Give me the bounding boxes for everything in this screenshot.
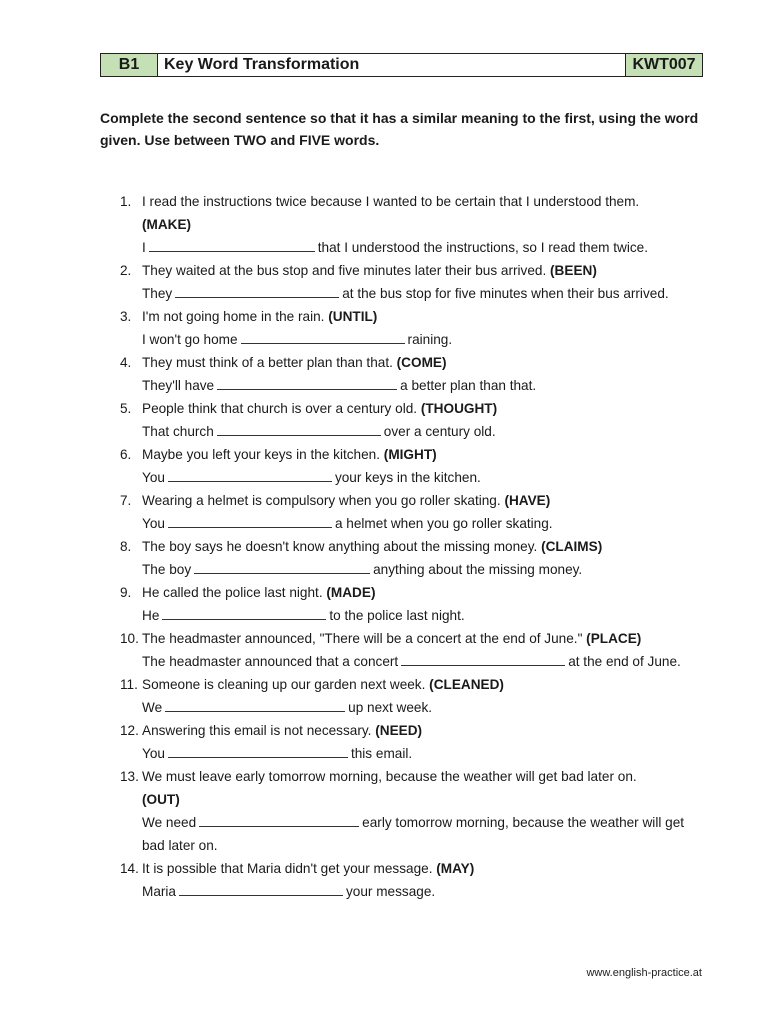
- answer-blank[interactable]: [149, 239, 315, 252]
- question-item: [100, 627, 710, 673]
- answer-line: [142, 696, 710, 719]
- question-prompt: [142, 397, 710, 420]
- answer-blank[interactable]: [217, 377, 397, 390]
- question-prompt: [142, 627, 710, 650]
- prompt-text: They must think of a better plan than that.: [142, 355, 393, 370]
- answer-after: to the police last night.: [329, 608, 465, 623]
- answer-blank[interactable]: [199, 814, 359, 827]
- question-number: 3.: [120, 309, 132, 324]
- prompt-text: We must leave early tomorrow morning, because the weather will get bad later on.: [142, 769, 637, 784]
- keyword: (MIGHT): [383, 447, 437, 462]
- question-item: [100, 489, 710, 535]
- question-number: 1.: [120, 194, 132, 209]
- keyword: (CLEANED): [429, 677, 504, 692]
- prompt-text: The boy says he doesn't know anything about the missing money.: [142, 539, 538, 554]
- question-item: [100, 397, 710, 443]
- prompt-text: Maybe you left your keys in the kitchen.: [142, 447, 381, 462]
- question-item: [100, 259, 710, 305]
- answer-blank[interactable]: [168, 515, 332, 528]
- answer-before: They'll have: [142, 378, 215, 393]
- question-item: [100, 351, 710, 397]
- keyword: (COME): [396, 355, 447, 370]
- answer-after: a better plan than that.: [400, 378, 537, 393]
- question-item: [100, 190, 710, 259]
- answer-before: I won't go home: [142, 332, 238, 347]
- keyword: (MADE): [326, 585, 376, 600]
- answer-after: anything about the missing money.: [373, 562, 583, 577]
- answer-line: [142, 880, 710, 903]
- prompt-text: They waited at the bus stop and five minutes later their bus arrived.: [142, 263, 547, 278]
- answer-blank[interactable]: [175, 285, 339, 298]
- question-item: [100, 443, 710, 489]
- question-prompt: [142, 351, 710, 374]
- answer-line: [142, 811, 702, 857]
- keyword: (CLAIMS): [541, 539, 603, 554]
- prompt-text: I'm not going home in the rain.: [142, 309, 325, 324]
- answer-line: [142, 558, 710, 581]
- question-number: 10.: [120, 631, 139, 646]
- answer-after: at the bus stop for five minutes when their bus arrived.: [342, 286, 669, 301]
- answer-line: [142, 512, 710, 535]
- answer-after: up next week.: [348, 700, 433, 715]
- question-keyword-line: [142, 213, 710, 236]
- question-number: 2.: [120, 263, 132, 278]
- prompt-text: I read the instructions twice because I wanted to be certain that I understood them.: [142, 194, 640, 209]
- answer-line: [142, 328, 710, 351]
- question-number: 8.: [120, 539, 132, 554]
- answer-after: raining.: [407, 332, 453, 347]
- question-number: 5.: [120, 401, 132, 416]
- keyword: (NEED): [375, 723, 423, 738]
- prompt-text: Answering this email is not necessary.: [142, 723, 372, 738]
- question-prompt: [142, 535, 710, 558]
- question-number: 14.: [120, 861, 139, 876]
- prompt-text: He called the police last night.: [142, 585, 323, 600]
- question-item: [100, 857, 710, 903]
- instructions: Complete the second sentence so that it has a similar meaning to the first, using the word given. Use between TWO and FIVE words.: [100, 110, 699, 148]
- question-item: [100, 305, 710, 351]
- keyword: (PLACE): [586, 631, 642, 646]
- answer-before: Maria: [142, 884, 176, 899]
- prompt-text: Someone is cleaning up our garden next week.: [142, 677, 426, 692]
- keyword: (BEEN): [550, 263, 597, 278]
- worksheet-header: [100, 53, 703, 77]
- answer-after-1: early tomorrow morning, because the weather will get bad later on.: [142, 815, 685, 853]
- question-prompt: [142, 489, 710, 512]
- question-number: 6.: [120, 447, 132, 462]
- answer-before: He: [142, 608, 160, 623]
- prompt-text: It is possible that Maria didn't get your message.: [142, 861, 433, 876]
- answer-line: [142, 650, 710, 673]
- answer-after: over a century old.: [383, 424, 496, 439]
- answer-before: I: [142, 240, 146, 255]
- answer-line: [142, 420, 710, 443]
- answer-after: your message.: [346, 884, 436, 899]
- answer-before: You: [142, 516, 165, 531]
- answer-blank[interactable]: [241, 331, 405, 344]
- answer-before: The boy: [142, 562, 192, 577]
- keyword: (UNTIL): [328, 309, 378, 324]
- answer-after: a helmet when you go roller skating.: [334, 516, 553, 531]
- answer-before: That church: [142, 424, 214, 439]
- footer-url: www.english-practice.at: [586, 967, 702, 979]
- answer-line: [142, 742, 710, 765]
- answer-blank[interactable]: [179, 883, 343, 896]
- answer-before: You: [142, 746, 165, 761]
- keyword: (MAKE): [142, 217, 192, 232]
- question-prompt: [142, 857, 710, 880]
- question-item: [100, 581, 710, 627]
- answer-blank[interactable]: [194, 561, 370, 574]
- answer-after: your keys in the kitchen.: [334, 470, 481, 485]
- prompt-text: The headmaster announced, "There will be a concert at the end of June.": [142, 631, 583, 646]
- answer-before: The headmaster announced that a concert: [142, 654, 399, 669]
- level-badge: B1: [101, 54, 158, 76]
- question-keyword-line: [142, 788, 710, 811]
- answer-line: [142, 282, 710, 305]
- question-prompt: [142, 673, 710, 696]
- question-number: 4.: [120, 355, 132, 370]
- worksheet-title: Key Word Transformation: [158, 54, 626, 76]
- keyword: (THOUGHT): [420, 401, 498, 416]
- question-number: 13.: [120, 769, 139, 784]
- prompt-text: People think that church is over a century old.: [142, 401, 418, 416]
- keyword: (MAY): [436, 861, 475, 876]
- question-prompt: [142, 305, 710, 328]
- answer-line: [142, 466, 710, 489]
- answer-before: They: [142, 286, 173, 301]
- question-item: [100, 765, 710, 857]
- question-number: 12.: [120, 723, 139, 738]
- answer-line: [142, 236, 710, 259]
- question-item: [100, 535, 710, 581]
- question-number: 7.: [120, 493, 132, 508]
- question-prompt: [142, 719, 710, 742]
- answer-after: this email.: [350, 746, 413, 761]
- question-prompt: [142, 190, 710, 213]
- answer-after: at the end of June.: [568, 654, 681, 669]
- answer-blank[interactable]: [401, 653, 565, 666]
- answer-before: You: [142, 470, 165, 485]
- answer-blank[interactable]: [168, 469, 332, 482]
- answer-blank[interactable]: [162, 607, 326, 620]
- answer-before: We: [142, 700, 163, 715]
- question-prompt: [142, 259, 710, 282]
- keyword: (OUT): [142, 792, 180, 807]
- question-number: 11.: [120, 677, 138, 692]
- prompt-text: Wearing a helmet is compulsory when you go roller skating.: [142, 493, 501, 508]
- answer-line: [142, 604, 710, 627]
- question-prompt: [142, 581, 710, 604]
- question-prompt: [142, 443, 710, 466]
- question-item: [100, 673, 710, 719]
- question-prompt: [142, 765, 710, 788]
- worksheet-code: KWT007: [626, 54, 702, 76]
- answer-line: [142, 374, 710, 397]
- question-number: 9.: [120, 585, 132, 600]
- answer-before: We need: [142, 815, 197, 830]
- keyword: (HAVE): [504, 493, 551, 508]
- answer-blank[interactable]: [165, 699, 345, 712]
- question-item: [100, 719, 710, 765]
- question-list: [100, 190, 710, 903]
- answer-after: that I understood the instructions, so I read them twice.: [317, 240, 648, 255]
- answer-blank[interactable]: [168, 745, 348, 758]
- answer-blank[interactable]: [217, 423, 381, 436]
